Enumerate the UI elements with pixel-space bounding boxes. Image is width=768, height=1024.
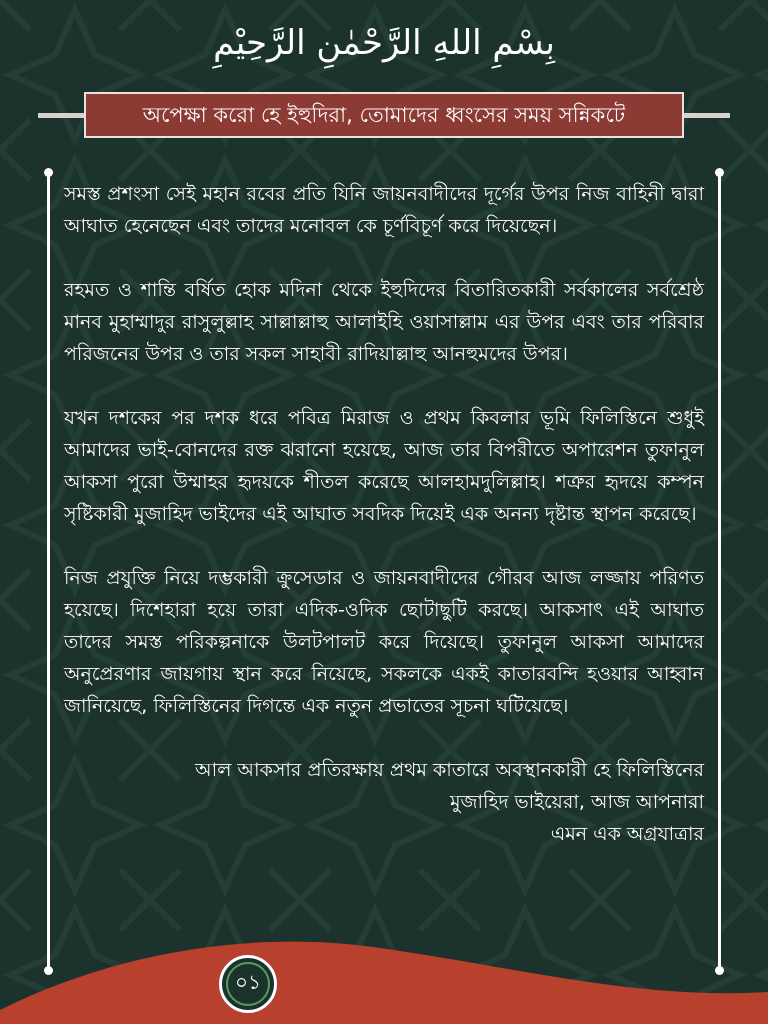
article-body xyxy=(64,178,704,850)
paragraph: রহমত ও শান্তি বর্ষিত হোক মদিনা থেকে ইহুদিদের বিতারিতকারী সর্বকালের সর্বশ্রেষ্ঠ মানব মুহাম্মাদুর রাসুলুল্লাহ সাল্লাল্লাহু আলাইহি ওয়াসাল্লাম এর উপর এবং তার পরিবার পরিজনের উপর ও তার সকল সাহাবী রাদিয়াল্লাহু আনহুমদের উপর। xyxy=(64,279,704,365)
paragraph: সমস্ত প্রশংসা সেই মহান রবের প্রতি যিনি জায়নবাদীদের দূর্গের উপর নিজ বাহিনী দ্বারা আঘাত হেনেছেন এবং তাদের মনোবল কে চূর্ণবিচূর্ণ করে দিয়েছেন। xyxy=(64,183,704,237)
text-line: এমন এক অগ্রযাত্রার xyxy=(550,823,704,845)
text-line: আল আকসার প্রতিরক্ষায় প্রথম কাতারে অবস্থানকারী হে ফিলিস্তিনের xyxy=(195,759,704,781)
paragraph: যখন দশকের পর দশক ধরে পবিত্র মিরাজ ও প্রথম কিবলার ভূমি ফিলিস্তিনে শুধুই আমাদের ভাই-বোনদের রক্ত ঝরানো হয়েছে, আজ তার বিপরীতে অপারেশন তুফানুল আকসা পুরো উম্মাহর হৃদয়কে শীতল করেছে আলহামদুলিল্লাহ। শত্রুর হৃদয়ে কম্পন সৃষ্টিকারী মুজাহিদ ভাইদের এই আঘাত সবদিক দিয়েই এক অনন্য দৃষ্টান্ত স্থাপন করেছে। xyxy=(64,407,704,525)
title-section xyxy=(0,92,768,140)
footer-wave xyxy=(0,930,768,1024)
page-number: ০১ xyxy=(226,962,270,1006)
frame-line-left xyxy=(47,172,50,972)
paragraph-continued xyxy=(64,754,704,850)
bismillah-calligraphy xyxy=(0,8,768,72)
frame-line-right xyxy=(718,172,721,972)
text-line: মুজাহিদ ভাইয়েরা, আজ আপনারা xyxy=(450,791,704,813)
frame-dot xyxy=(44,168,53,177)
svg-text:بِسْمِ اللهِ الرَّحْمٰنِ الرَّ: بِسْمِ اللهِ الرَّحْمٰنِ الرَّحِيْمِ xyxy=(213,23,555,63)
page-title: অপেক্ষা করো হে ইহুদিরা, তোমাদের ধ্বংসের সময় সন্নিকটে xyxy=(84,92,684,138)
frame-dot xyxy=(715,168,724,177)
paragraph: নিজ প্রযুক্তি নিয়ে দম্ভকারী ক্রুসেডার ও জায়নবাদীদের গৌরব আজ লজ্জায় পরিণত হয়েছে। দিশেহারা হয়ে তারা এদিক-ওদিক ছোটাছুটি করছে। আকসাৎ এই আঘাত তাদের সমস্ত পরিকল্পনাকে উলটপালট করে দিয়েছে। তুফানুল আকসা আমাদের অনুপ্রেরণার জায়গায় স্থান করে নিয়েছে, সকলকে একই কাতারবন্দি হওয়ার আহ্বান জানিয়েছে, ফিলিস্তিনের দিগন্তে এক নতুন প্রভাতের সূচনা ঘটিয়েছে। xyxy=(64,567,704,717)
page-number-badge xyxy=(219,955,277,1013)
